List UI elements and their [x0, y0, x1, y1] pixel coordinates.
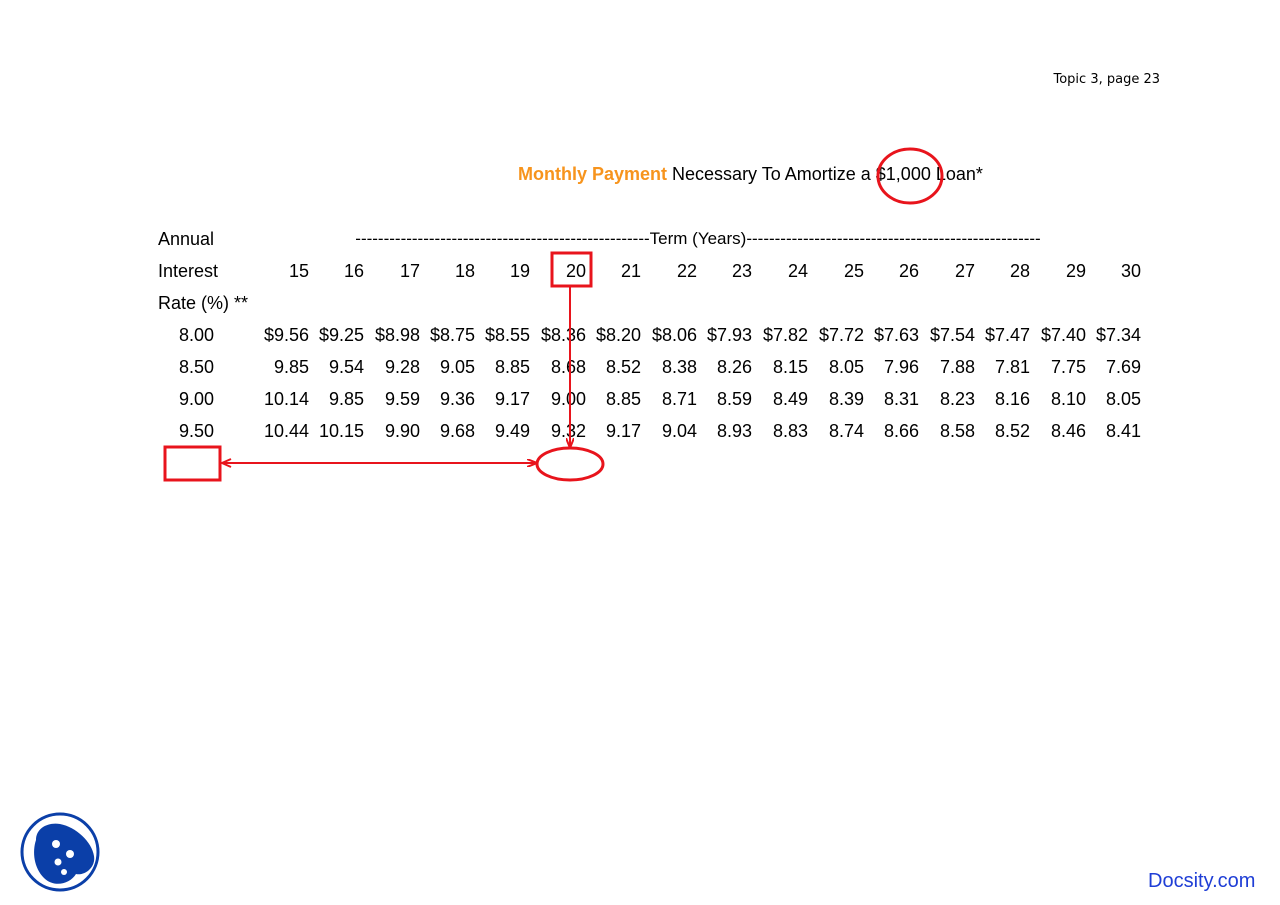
- payment-cell: $7.47: [984, 325, 1030, 345]
- payment-cell: 7.81: [994, 357, 1030, 377]
- payment-cell: $7.63: [873, 325, 919, 345]
- payment-cell: 9.54: [328, 357, 364, 377]
- term-year-cell: 20: [565, 261, 586, 281]
- term-header: ----------------------------------------------------Term (Years)----------------------------------------------------: [355, 229, 1041, 248]
- payment-cell: 9.59: [384, 389, 420, 409]
- rate-cell: 9.50: [178, 421, 214, 441]
- payment-cell: $8.75: [429, 325, 475, 345]
- payment-cell: $8.06: [651, 325, 697, 345]
- payment-cell: 8.39: [828, 389, 864, 409]
- payment-cell: 9.17: [605, 421, 641, 441]
- payment-cell: 8.58: [939, 421, 975, 441]
- payment-cell: 7.96: [883, 357, 919, 377]
- term-year-cell: 17: [399, 261, 420, 281]
- payment-cell: 7.75: [1050, 357, 1086, 377]
- header-rate: Rate (%) **: [158, 293, 249, 313]
- term-year-cell: 15: [288, 261, 309, 281]
- term-year-cell: 26: [898, 261, 919, 281]
- term-year-cell: 16: [343, 261, 364, 281]
- payment-cell: 8.71: [661, 389, 697, 409]
- payment-cell: $9.25: [318, 325, 364, 345]
- payment-cell: 9.00: [550, 389, 586, 409]
- payment-cell: 9.28: [384, 357, 420, 377]
- payment-cell: 8.05: [828, 357, 864, 377]
- payment-cell: $7.82: [762, 325, 808, 345]
- payment-cell: 8.74: [828, 421, 864, 441]
- rate-cell: 9.00: [178, 389, 214, 409]
- payment-cell: 8.31: [883, 389, 919, 409]
- term-year-cell: 25: [843, 261, 864, 281]
- payment-cell: $7.34: [1095, 325, 1141, 345]
- table-title: [518, 164, 983, 185]
- term-year-cell: 27: [954, 261, 975, 281]
- payment-cell: 9.85: [328, 389, 364, 409]
- docsity-brand-link[interactable]: Docsity.com: [1148, 870, 1256, 892]
- payment-cell: $9.56: [263, 325, 309, 345]
- payment-cell: 10.15: [318, 421, 364, 441]
- payment-cell: 8.59: [716, 389, 752, 409]
- payment-cell: 9.05: [439, 357, 475, 377]
- payment-cell: 8.83: [772, 421, 808, 441]
- term-year-cell: 29: [1065, 261, 1086, 281]
- payment-cell: 9.68: [439, 421, 475, 441]
- payment-cell: 9.32: [550, 421, 586, 441]
- payment-cell: 8.23: [939, 389, 975, 409]
- payment-cell: 8.93: [716, 421, 752, 441]
- payment-cell: $8.20: [595, 325, 641, 345]
- payment-cell: 8.10: [1050, 389, 1086, 409]
- payment-cell: 9.17: [494, 389, 530, 409]
- payment-cell: $8.36: [540, 325, 586, 345]
- payment-cell: 8.26: [716, 357, 752, 377]
- payment-cell: 9.85: [273, 357, 309, 377]
- term-year-cell: 22: [676, 261, 697, 281]
- payment-cell: 9.49: [494, 421, 530, 441]
- payment-cell: 8.68: [550, 357, 586, 377]
- payment-cell: 9.90: [384, 421, 420, 441]
- payment-cell: $8.55: [484, 325, 530, 345]
- header-annual: Annual: [158, 229, 215, 249]
- payment-cell: 9.36: [439, 389, 475, 409]
- payment-cell: $7.54: [929, 325, 975, 345]
- title-amount: $1,000: [875, 164, 931, 184]
- header-interest: Interest: [158, 261, 219, 281]
- payment-cell: 8.05: [1105, 389, 1141, 409]
- payment-cell: 8.52: [994, 421, 1030, 441]
- term-year-cell: 18: [454, 261, 475, 281]
- title-highlight: Monthly Payment: [518, 164, 668, 184]
- payment-cell: $7.93: [706, 325, 752, 345]
- payment-cell: $8.98: [374, 325, 420, 345]
- term-year-cell: 28: [1009, 261, 1030, 281]
- payment-cell: 8.15: [772, 357, 808, 377]
- title-text-before: Necessary To Amortize a: [667, 164, 876, 184]
- payment-cell: 8.49: [772, 389, 808, 409]
- payment-cell: 8.38: [661, 357, 697, 377]
- payment-cell: 9.04: [661, 421, 697, 441]
- term-year-cell: 30: [1120, 261, 1141, 281]
- payment-cell: 8.66: [883, 421, 919, 441]
- payment-cell: $7.40: [1040, 325, 1086, 345]
- rate-cell: 8.50: [178, 357, 214, 377]
- rate-answer-box: [165, 447, 220, 480]
- term-year-cell: 21: [620, 261, 641, 281]
- term-year-cell: 24: [787, 261, 808, 281]
- payment-cell: 10.44: [263, 421, 309, 441]
- payment-cell: 8.16: [994, 389, 1030, 409]
- term-year-cell: 23: [731, 261, 752, 281]
- payment-cell: 7.88: [939, 357, 975, 377]
- payment-cell: 10.14: [263, 389, 309, 409]
- docsity-logo-icon: [18, 810, 102, 894]
- payment-cell: 8.85: [605, 389, 641, 409]
- payment-answer-ellipse: [537, 448, 603, 480]
- page-label: Topic 3, page 23: [1053, 72, 1160, 87]
- payment-cell: 8.46: [1050, 421, 1086, 441]
- rate-cell: 8.00: [178, 325, 214, 345]
- payment-cell: 8.41: [1105, 421, 1141, 441]
- payment-cell: $7.72: [818, 325, 864, 345]
- title-text-after: Loan*: [930, 164, 983, 184]
- payment-cell: 8.52: [605, 357, 641, 377]
- payment-cell: 8.85: [494, 357, 530, 377]
- payment-cell: 7.69: [1105, 357, 1141, 377]
- term-year-cell: 19: [509, 261, 530, 281]
